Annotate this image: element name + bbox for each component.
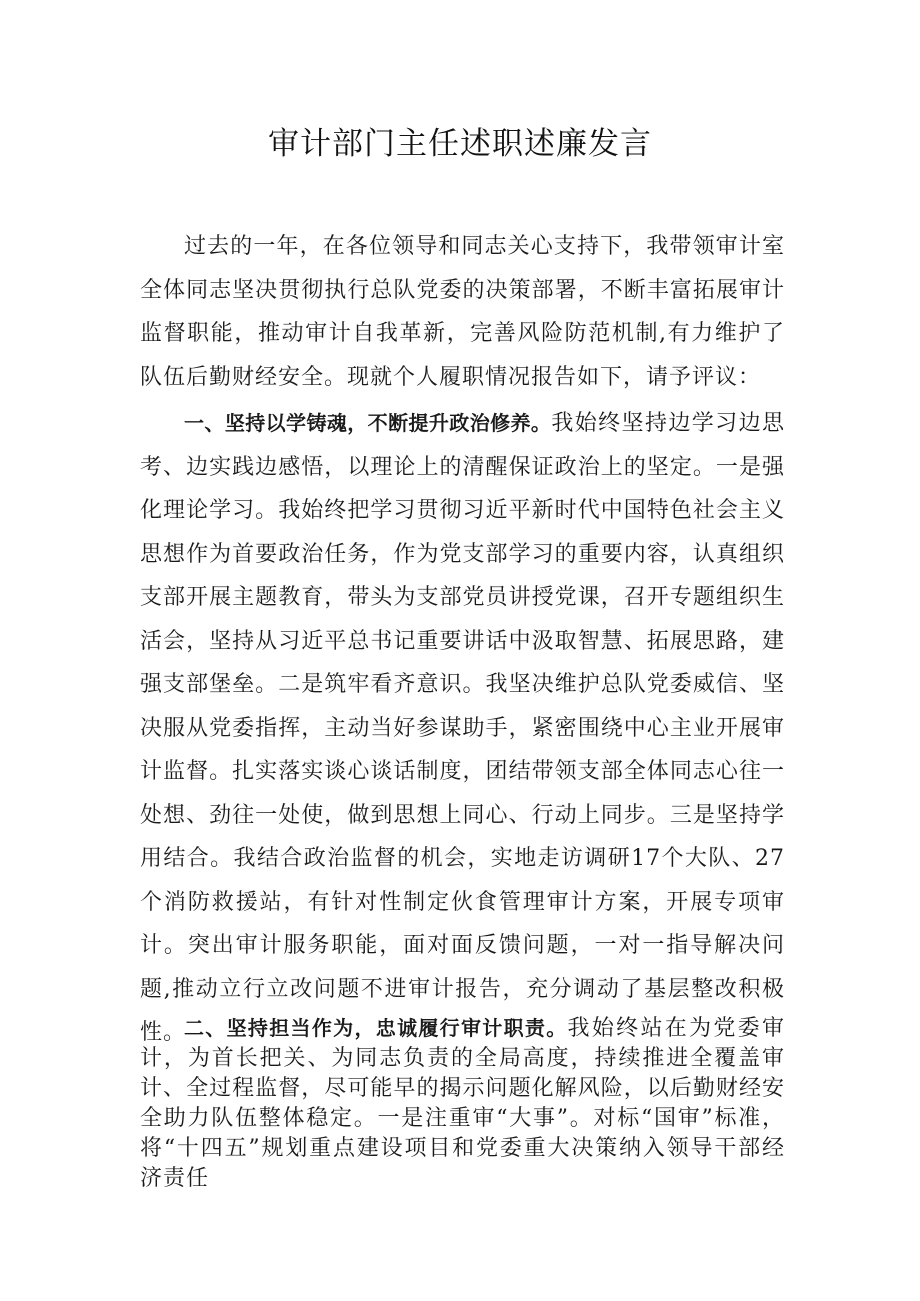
section-heading: 一、坚持以学铸魂，不断提升政治修养。 bbox=[184, 411, 552, 435]
paragraph-text: 我始终坚持边学习边思考、边实践边感悟，以理论上的清醒保证政治上的坚定。一是强化理论学习。我始终把学习贯彻习近平新时代中国特色社会主义思想作为首要政治任务，作为党支部学习的重要内容，认真组织支部开展主题教育，带头为支部党员讲授党课，召开专题组织生活会，坚持从习近平总书记重要讲话中汲取智慧、拓展思路，建强支部堡垒。二是筑牢看齐意识。我坚决维护总队党委威信、坚决服从党委指挥，主动当好参谋助手，紧密围绕中心主业开展审计监督。扎实落实谈心谈话制度，团结带领支部全体同志心往一处想、劲往一处使，做到思想上同心、行动上同步。三是坚持学用结合。我结合政治监督的机会，实地走访调研17个大队、27个消防救援站，有针对性制定伙食管理审计方案，开展专项审计。突出审计服务职能，面对面反馈问题，一对一指导解决问题,推动立行立改问题不进审计报告，充分调动了基层整改积极性。 bbox=[140, 411, 785, 1045]
paragraph-section-2 bbox=[140, 1013, 785, 1194]
section-heading: 二、坚持担当作为，忠诚履行审计职责。 bbox=[184, 1016, 568, 1040]
paragraph-intro bbox=[140, 225, 785, 399]
paragraph-section-1 bbox=[140, 402, 785, 1055]
paragraph-text: 我始终站在为党委审计，为首长把关、为同志负责的全局高度，持续推进全覆盖审计、全过程监督，尽可能早的揭示问题化解风险，以后勤财经安全助力队伍整体稳定。一是注重审“大事”。对标“国审”标准，将“十四五”规划重点建设项目和党委重大决策纳入领导干部经济责任 bbox=[140, 1016, 785, 1191]
document-title: 审计部门主任述职述廉发言 bbox=[268, 126, 652, 162]
paragraph-text: 过去的一年，在各位领导和同志关心支持下，我带领审计室全体同志坚决贯彻执行总队党委的决策部署，不断丰富拓展审计监督职能，推动审计自我革新，完善风险防范机制,有力维护了队伍后勤财经安全。现就个人履职情况报告如下，请予评议： bbox=[140, 234, 785, 390]
